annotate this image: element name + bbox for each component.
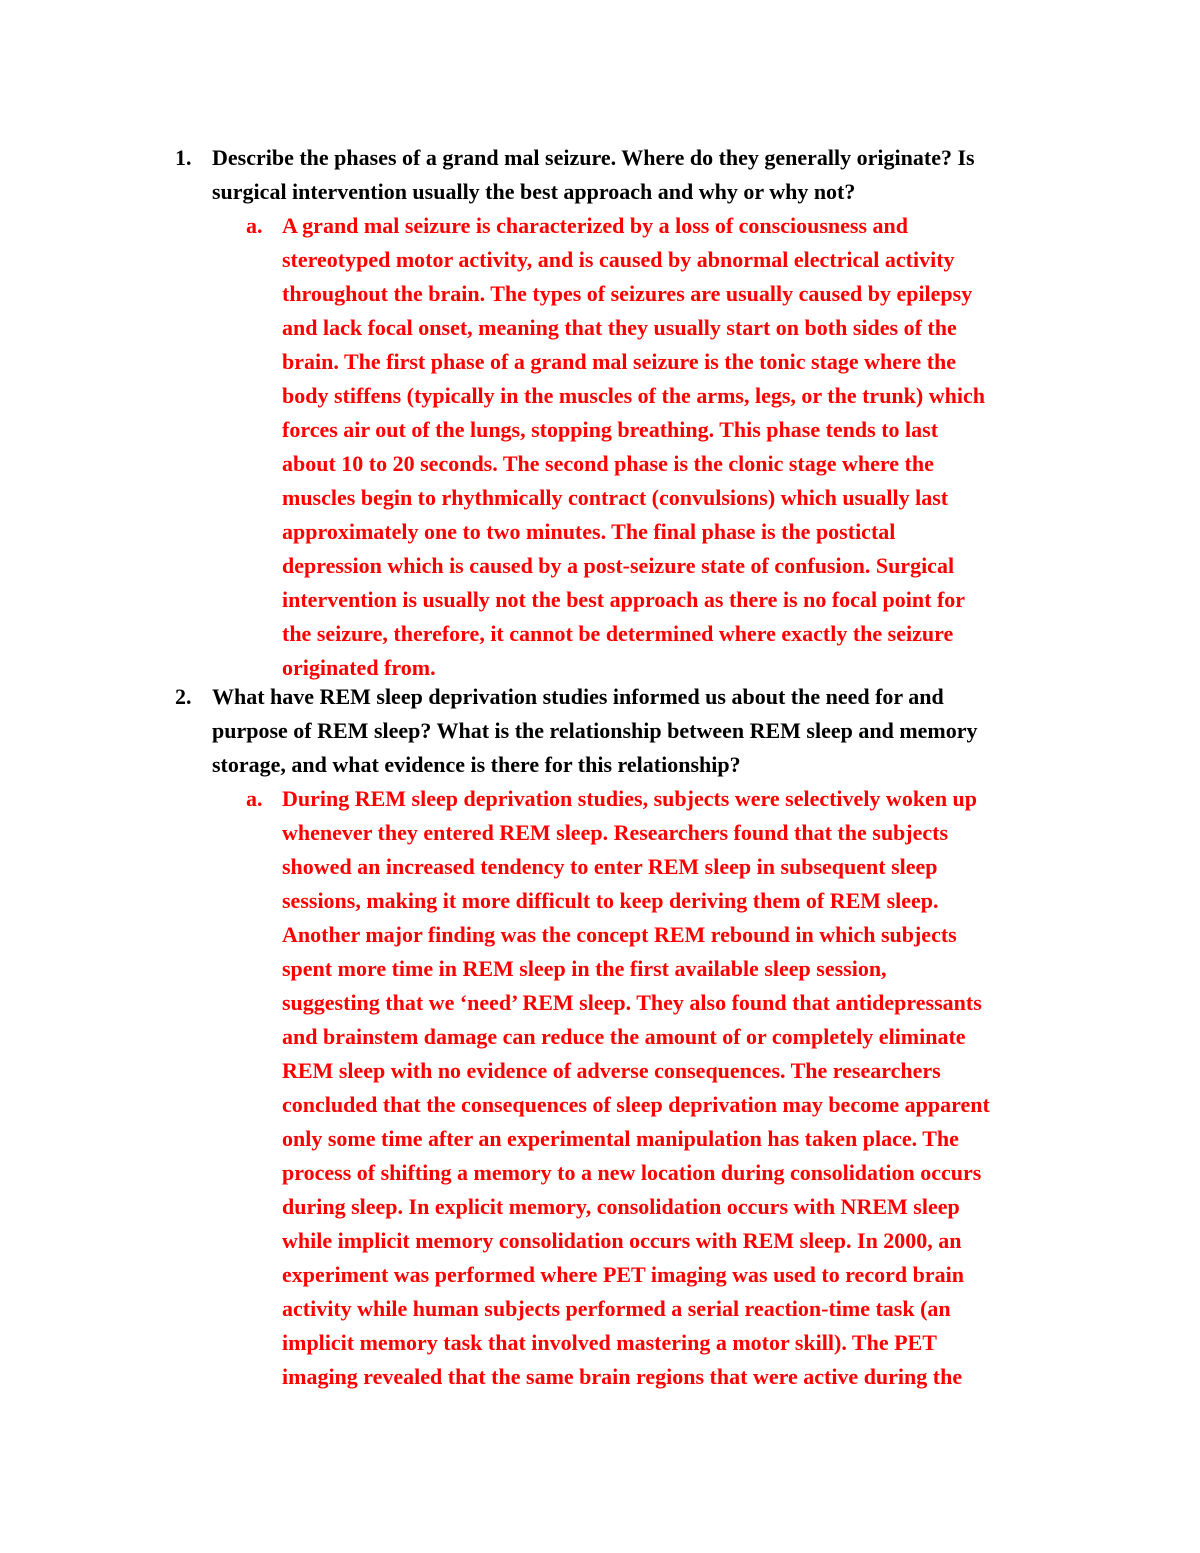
question-text: [212, 680, 1072, 782]
answer-line: and brainstem damage can reduce the amount of or completely eliminate: [282, 1024, 966, 1049]
answer-line: Another major finding was the concept REM rebound in which subjects: [282, 922, 957, 947]
answer-letter: a.: [246, 786, 263, 811]
question-line: What have REM sleep deprivation studies informed us about the need for and: [212, 684, 944, 709]
answer-line: imaging revealed that the same brain regions that were active during the: [282, 1364, 963, 1389]
answer-line: experiment was performed where PET imaging was used to record brain: [282, 1262, 964, 1287]
answer-line: about 10 to 20 seconds. The second phase is the clonic stage where the: [282, 451, 934, 476]
answer-line: depression which is caused by a post-seizure state of confusion. Surgical: [282, 553, 955, 578]
question-text: [212, 141, 1072, 209]
answer-letter: a.: [246, 213, 263, 238]
answer-line: only some time after an experimental manipulation has taken place. The: [282, 1126, 959, 1151]
answer-line: the seizure, therefore, it cannot be determined where exactly the seizure: [282, 621, 954, 646]
question-number: 2.: [175, 684, 192, 709]
answer-line: intervention is usually not the best approach as there is no focal point for: [282, 587, 966, 612]
answer-line: body stiffens (typically in the muscles of the arms, legs, or the trunk) which: [282, 383, 985, 408]
answer-line: brain. The first phase of a grand mal seizure is the tonic stage where the: [282, 349, 957, 374]
answer-line: muscles begin to rhythmically contract (convulsions) which usually last: [282, 485, 949, 510]
answer-line: implicit memory task that involved mastering a motor skill). The PET: [282, 1330, 937, 1355]
answer-line: showed an increased tendency to enter REM sleep in subsequent sleep: [282, 854, 938, 879]
answer-line: suggesting that we ‘need’ REM sleep. They also found that antidepressants: [282, 990, 982, 1015]
question-line: surgical intervention usually the best approach and why or why not?: [212, 179, 856, 204]
answer-line: approximately one to two minutes. The final phase is the postictal: [282, 519, 896, 544]
answer-text: [282, 782, 1072, 1394]
question-line: purpose of REM sleep? What is the relationship between REM sleep and memory: [212, 718, 978, 743]
answer-line: and lack focal onset, meaning that they usually start on both sides of the: [282, 315, 957, 340]
answer-line: REM sleep with no evidence of adverse consequences. The researchers: [282, 1058, 941, 1083]
answer-line: During REM sleep deprivation studies, subjects were selectively woken up: [282, 786, 978, 811]
answer-line: whenever they entered REM sleep. Researchers found that the subjects: [282, 820, 949, 845]
answer-line: during sleep. In explicit memory, consolidation occurs with NREM sleep: [282, 1194, 960, 1219]
question-line: storage, and what evidence is there for this relationship?: [212, 752, 741, 777]
answer-line: concluded that the consequences of sleep deprivation may become apparent: [282, 1092, 990, 1117]
answer-line: while implicit memory consolidation occurs with REM sleep. In 2000, an: [282, 1228, 962, 1253]
question-number: 1.: [175, 145, 192, 170]
answer-line: spent more time in REM sleep in the first available sleep session,: [282, 956, 887, 981]
answer-text: [282, 209, 1072, 685]
answer-line: throughout the brain. The types of seizures are usually caused by epilepsy: [282, 281, 973, 306]
answer-line: activity while human subjects performed a serial reaction-time task (an: [282, 1296, 951, 1321]
answer-line: A grand mal seizure is characterized by a loss of consciousness and: [282, 213, 908, 238]
answer-line: originated from.: [282, 655, 436, 680]
answer-line: sessions, making it more difficult to keep deriving them of REM sleep.: [282, 888, 939, 913]
answer-line: stereotyped motor activity, and is caused by abnormal electrical activity: [282, 247, 955, 272]
answer-line: process of shifting a memory to a new location during consolidation occurs: [282, 1160, 982, 1185]
question-line: Describe the phases of a grand mal seizure. Where do they generally originate? Is: [212, 145, 975, 170]
answer-line: forces air out of the lungs, stopping breathing. This phase tends to last: [282, 417, 939, 442]
